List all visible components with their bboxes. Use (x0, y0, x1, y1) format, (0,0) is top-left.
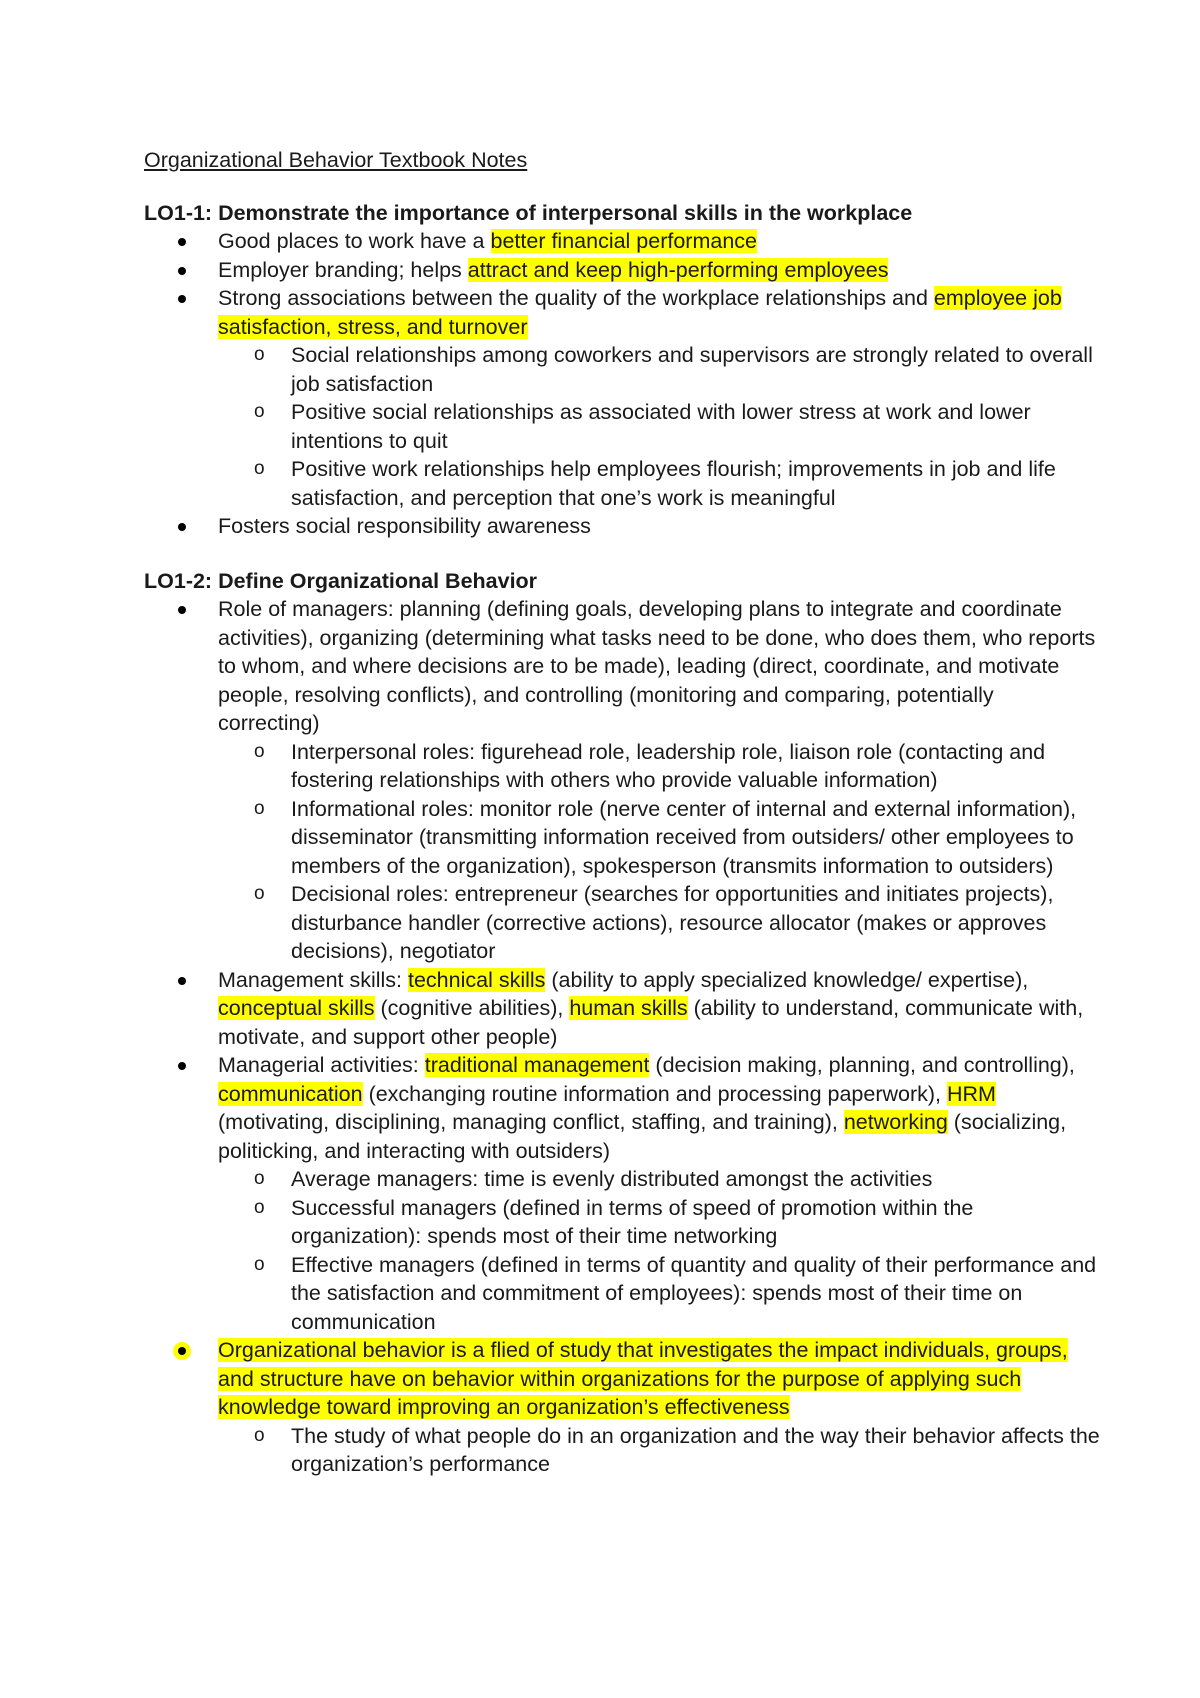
highlighted-text: technical skills (408, 967, 546, 992)
list-item (218, 227, 1100, 256)
sub-list-item (254, 1194, 1100, 1251)
item-text: Good places to work have a (218, 229, 491, 253)
highlighted-text: employee job satisfaction, stress, and turnover (218, 286, 1062, 339)
sub-list-item (254, 341, 1100, 398)
bullet-list (144, 595, 1100, 1479)
item-text: (ability to apply specialized knowledge/ expertise), (545, 967, 1029, 992)
highlighted-text: HRM (947, 1081, 996, 1106)
item-text: (exchanging routine information and processing paperwork), (362, 1081, 947, 1106)
item-text: Role of managers: planning (defining goals, developing plans to integrate and coordinate activities), organizing (determining what tasks need to be done, who does them, who reports to whom, and where decisions are to be made), leading (direct, coordinate, and motivate people, resolving conflicts), and controlling (monitoring and comparing, potentially correcting) (218, 597, 1096, 735)
sub-list-item (254, 398, 1100, 455)
sub-item-text: Positive work relationships help employees flourish; improvements in job and life satisfaction, and perception that one’s work is meaningful (291, 457, 1056, 510)
sub-list (218, 738, 1100, 966)
highlighted-text: better financial performance (490, 229, 758, 253)
item-text: Strong associations between the quality of the workplace relationships and (218, 286, 934, 310)
sub-list-item (254, 455, 1100, 512)
bullet-icon (178, 238, 186, 246)
item-text: (motivating, disciplining, managing conflict, staffing, and training), (218, 1110, 844, 1134)
list-item-activities (218, 1051, 1100, 1336)
bullet-icon (178, 977, 186, 985)
highlighted-text: Organizational behavior is a flied of study that investigates the impact individuals, groups, and structure have on behavior within organizations for the purpose of applying such knowledge toward improving an organization’s effectiveness (218, 1338, 1068, 1419)
sub-list-item (254, 1251, 1100, 1337)
sub-list-item (254, 880, 1100, 966)
circle-bullet-icon: o (254, 883, 265, 904)
bullet-icon (178, 606, 186, 614)
sub-item-text: Positive social relationships as associated with lower stress at work and lower intentions to quit (291, 400, 1031, 453)
item-text: Fosters social responsibility awareness (218, 514, 591, 538)
circle-bullet-icon: o (254, 1196, 265, 1218)
list-item (218, 512, 1100, 541)
bullet-icon (178, 295, 186, 303)
sub-item-text: Interpersonal roles: figurehead role, leadership role, liaison role (contacting and fostering relationships with others who provide valuable information) (291, 739, 1046, 792)
sub-list-item (254, 1165, 1100, 1194)
sub-list (218, 1422, 1100, 1479)
item-text: (decision making, planning, and controlling), (649, 1053, 1075, 1077)
bullet-icon (178, 1062, 186, 1070)
section-heading: LO1-2: Define Organizational Behavior (144, 568, 538, 593)
sub-list-item (254, 1422, 1100, 1479)
sub-list (218, 1165, 1100, 1336)
circle-bullet-icon: o (254, 344, 265, 365)
item-text: (socializing, politicking, and interacting with outsiders) (218, 1110, 1067, 1163)
highlighted-text: communication (218, 1081, 363, 1106)
sub-item-text: The study of what people do in an organization and the way their behavior affects the organization’s performance (291, 1423, 1100, 1476)
bullet-icon (178, 523, 186, 531)
circle-bullet-icon: o (254, 1168, 265, 1189)
sub-item-text: Average managers: time is evenly distributed amongst the activities (291, 1167, 933, 1191)
sub-item-text: Successful managers (defined in terms of speed of promotion within the organization): spends most of their time networking (291, 1195, 974, 1248)
item-text: Employer branding; helps (218, 257, 468, 282)
circle-bullet-icon: o (254, 740, 265, 762)
document-title: Organizational Behavior Textbook Notes (144, 148, 528, 172)
sub-list-item (254, 795, 1100, 881)
section-lo1-1 (144, 199, 1100, 541)
item-text: Managerial activities: (218, 1053, 425, 1077)
sub-list-item (254, 738, 1100, 795)
list-item (218, 256, 1100, 285)
list-item-skills (218, 966, 1100, 1052)
circle-bullet-icon: o (254, 1253, 265, 1275)
list-item-definition (218, 1336, 1100, 1479)
bullet-icon (178, 267, 186, 275)
highlighted-text: conceptual skills (218, 996, 375, 1020)
sub-item-text: Social relationships among coworkers and supervisors are strongly related to overall job satisfaction (291, 343, 1093, 396)
sub-list (218, 341, 1100, 512)
item-text: (ability to understand, communicate with, motivate, and support other people) (218, 996, 1084, 1049)
bullet-list (144, 227, 1100, 541)
circle-bullet-icon: o (254, 797, 265, 819)
highlighted-text: human skills (569, 996, 688, 1020)
sub-item-text: Effective managers (defined in terms of quantity and quality of their performance and the satisfaction and commitment of employees): spends most of their time on communication (291, 1252, 1097, 1334)
circle-bullet-icon: o (254, 458, 265, 479)
highlighted-text: networking (843, 1110, 948, 1134)
highlighted-text: attract and keep high-performing employees (467, 257, 889, 282)
list-item-roles (218, 595, 1100, 966)
bullet-icon (178, 1347, 186, 1355)
section-heading: LO1-1: Demonstrate the importance of interpersonal skills in the workplace (144, 200, 913, 225)
section-lo1-2 (144, 567, 1100, 1479)
item-text: Management skills: (218, 967, 408, 992)
circle-bullet-icon: o (254, 401, 265, 422)
list-item (218, 284, 1100, 512)
item-text: (cognitive abilities), (374, 996, 570, 1020)
highlighted-text: traditional management (424, 1053, 650, 1077)
sub-item-text: Decisional roles: entrepreneur (searches for opportunities and initiates projects), disturbance handler (corrective actions), resource allocator (makes or approves decisions), negotiator (291, 882, 1054, 963)
sub-item-text: Informational roles: monitor role (nerve center of internal and external information), disseminator (transmitting information received from outsiders/ other employees to members of the organization), spokesperson (transmits information to outsiders) (291, 796, 1077, 878)
circle-bullet-icon: o (254, 1424, 265, 1446)
